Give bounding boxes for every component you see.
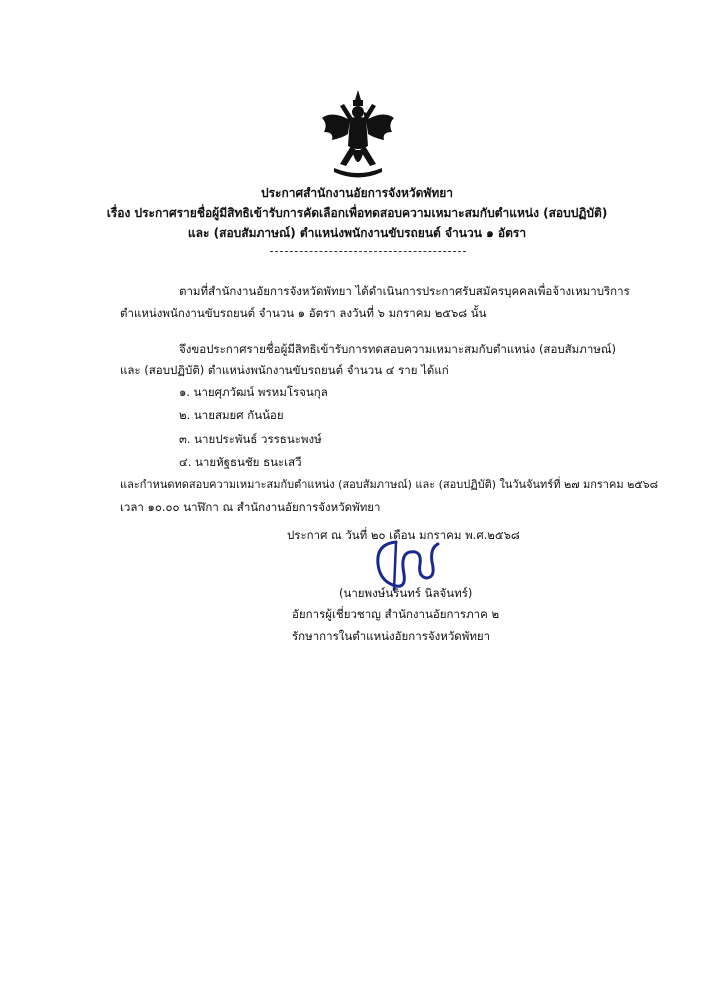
paragraph2-line1: จึงขอประกาศรายชื่อผู้มีสิทธิเข้ารับการทดสอบความเหมาะสมกับตำแหน่ง (สอบสัมภาษณ์) [179,342,617,356]
signatory-title-1: อัยการผู้เชี่ยวชาญ สำนักงานอัยการภาค ๒ [292,607,500,621]
paragraph3-line1: และกำหนดทดสอบความเหมาะสมกับตำแหน่ง (สอบสัมภาษณ์) และ (สอบปฏิบัติ) ในวันจันทร์ที่ ๒๗ มกราคม ๒๕๖๘ [120,478,659,491]
candidate-item-3: ๓. นายประพันธ์ วรรธนะพงษ์ [179,432,322,446]
candidate-item-4: ๔. นายหัฐธนชัย ธนะเสวี [179,455,302,469]
announcement-title: ประกาศสำนักงานอัยการจังหวัดพัทยา [260,186,454,200]
paragraph2-line2: และ (สอบปฏิบัติ) ตำแหน่งพนักงานขับรถยนต์ จำนวน ๔ ราย ได้แก่ [120,363,449,377]
paragraph1-line2: ตำแหน่งพนักงานขับรถยนต์ จำนวน ๑ อัตรา ลงวันที่ ๖ มกราคม ๒๕๖๘ นั้น [120,306,487,320]
candidate-item-2: ๒. นายสมยศ กันน้อย [179,408,284,422]
header-divider [270,251,466,252]
subject-line: เรื่อง ประกาศรายชื่อผู้มีสิทธิเข้ารับการคัดเลือกเพื่อทดสอบความเหมาะสมกับตำแหน่ง (สอบปฏิบัติ) [106,206,608,220]
paragraph3-line2: เวลา ๑๐.๐๐ นาฬิกา ณ สำนักงานอัยการจังหวัดพัทยา [120,500,381,514]
announcement-date: ประกาศ ณ วันที่ ๒๐ เดือน มกราคม พ.ศ.๒๕๖๘ [287,528,520,542]
signatory-title-2: รักษาการในตำแหน่งอัยการจังหวัดพัทยา [292,629,491,643]
candidate-item-1: ๑. นายศุภวัฒน์ พรหมโรจนกุล [179,385,328,399]
subject-line-continued: และ (สอบสัมภาษณ์) ตำแหน่งพนักงานขับรถยนต์ จำนวน ๑ อัตรา [187,226,527,240]
signatory-name: (นายพงษ์นรินทร์ นิลจันทร์) [339,586,473,600]
garuda-emblem-icon [318,88,398,183]
paragraph1-line1: ตามที่สำนักงานอัยการจังหวัดพัทยา ได้ดำเนินการประกาศรับสมัครบุคคลเพื่อจ้างเหมาบริการ [179,284,630,298]
